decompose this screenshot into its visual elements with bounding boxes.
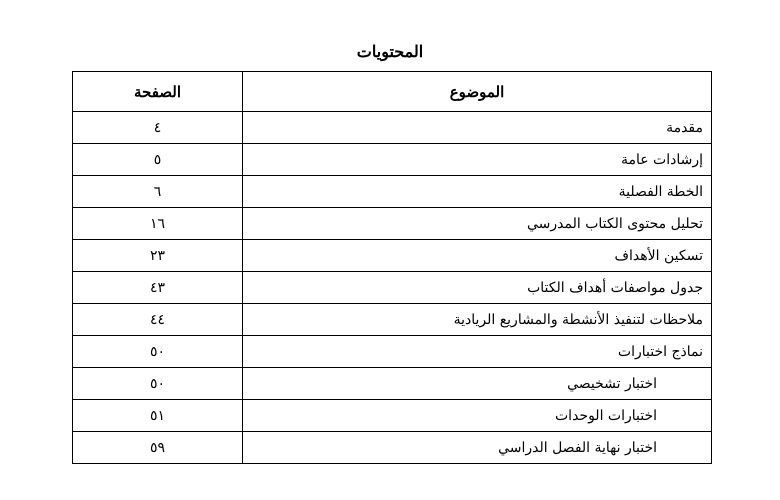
row-topic: إرشادات عامة — [243, 144, 712, 176]
table-row — [73, 144, 712, 176]
table-row — [73, 304, 712, 336]
row-page-number: ٤٤ — [73, 304, 243, 336]
table-row — [73, 208, 712, 240]
contents-table — [72, 71, 712, 464]
table-row — [73, 272, 712, 304]
topic-column-header: الموضوع — [243, 72, 712, 112]
row-topic: جدول مواصفات أهداف الكتاب — [243, 272, 712, 304]
row-page-number: ٢٣ — [73, 240, 243, 272]
row-topic: اختبار تشخيصي — [243, 368, 712, 400]
row-topic: ملاحظات لتنفيذ الأنشطة والمشاريع الريادية — [243, 304, 712, 336]
row-topic: اختبار نهاية الفصل الدراسي — [243, 432, 712, 464]
row-page-number: ٤ — [73, 112, 243, 144]
row-page-number: ٦ — [73, 176, 243, 208]
table-row — [73, 368, 712, 400]
row-page-number: ٥٠ — [73, 336, 243, 368]
row-topic: تحليل محتوى الكتاب المدرسي — [243, 208, 712, 240]
row-topic: مقدمة — [243, 112, 712, 144]
page-title: المحتويات — [356, 42, 424, 61]
page-column-header: الصفحة — [73, 72, 243, 112]
row-page-number: ١٦ — [73, 208, 243, 240]
table-row — [73, 432, 712, 464]
table-header-row — [73, 72, 712, 112]
row-page-number: ٥ — [73, 144, 243, 176]
row-page-number: ٥٠ — [73, 368, 243, 400]
row-topic: اختبارات الوحدات — [243, 400, 712, 432]
row-topic: الخطة الفصلية — [243, 176, 712, 208]
row-topic: نماذج اختبارات — [243, 336, 712, 368]
table-row — [73, 336, 712, 368]
row-page-number: ٤٣ — [73, 272, 243, 304]
table-row — [73, 112, 712, 144]
row-page-number: ٥٩ — [73, 432, 243, 464]
table-row — [73, 400, 712, 432]
row-page-number: ٥١ — [73, 400, 243, 432]
table-row — [73, 176, 712, 208]
table-row — [73, 240, 712, 272]
row-topic: تسكين الأهداف — [243, 240, 712, 272]
